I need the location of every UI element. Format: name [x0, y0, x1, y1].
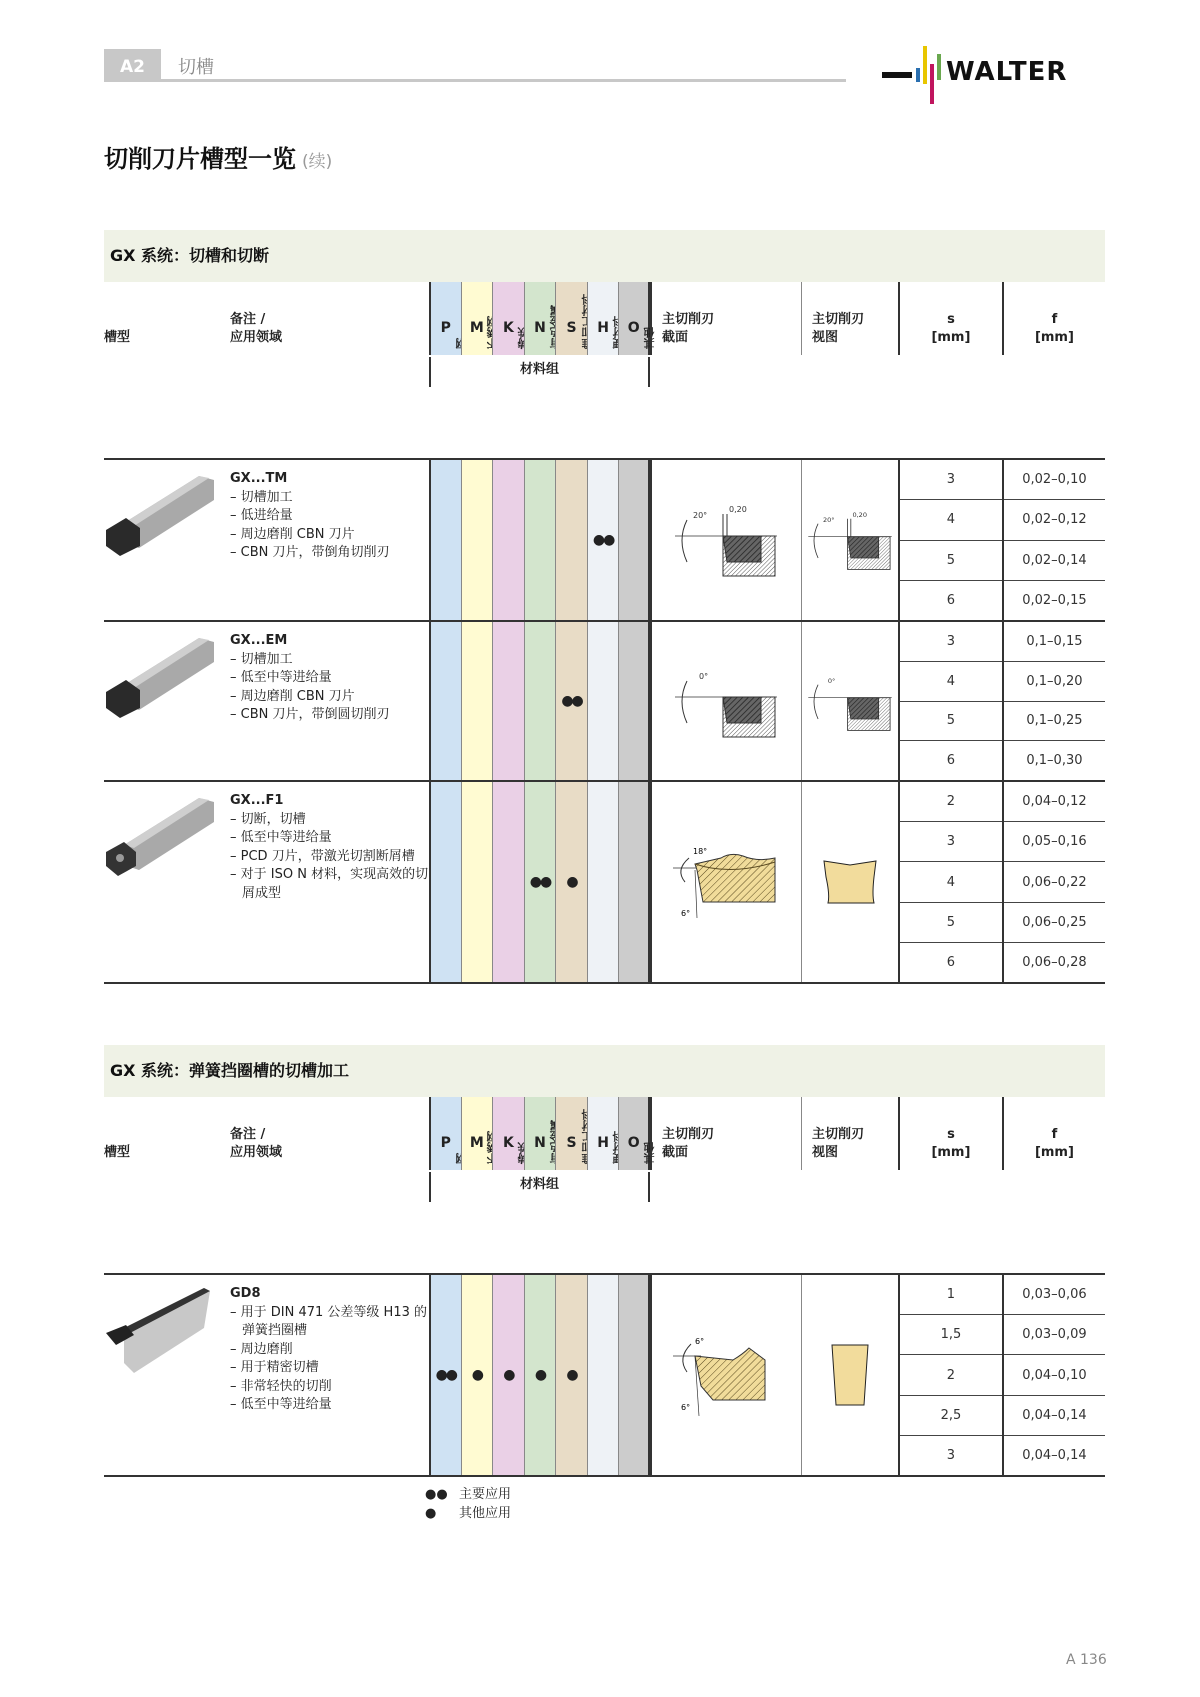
- remark-item: – CBN 刀片，带倒圆切削刃: [230, 707, 390, 722]
- feed-value: 0,04–0,10: [1004, 1355, 1105, 1395]
- header-f-line-2: [mm]: [1034, 1145, 1074, 1160]
- remark-text: 用于 DIN 471 公差等级 H13 的弹簧挡圈槽: [240, 1304, 428, 1338]
- remarks-line-1: 备注 /: [230, 312, 266, 327]
- material-cell-n: [524, 1275, 556, 1475]
- material-cell-k: [492, 622, 524, 780]
- remark-text: 周边磨削: [240, 1341, 293, 1357]
- legend-label: 主要应用: [459, 1487, 512, 1502]
- header-f: [1002, 1097, 1105, 1170]
- chapter-title: 切槽: [178, 57, 214, 78]
- remark-item: – 低进给量: [230, 508, 293, 523]
- header-geometry-label: 槽型: [104, 1145, 131, 1160]
- material-cell-o: [618, 782, 650, 982]
- material-cell-s: [555, 622, 587, 780]
- feed-value: 0,03–0,06: [1004, 1275, 1105, 1315]
- header-geometry-label: 槽型: [104, 330, 131, 345]
- material-column-s: [555, 282, 587, 355]
- page-title-suffix: (续): [302, 152, 333, 172]
- remark-text: 切槽加工: [240, 489, 293, 505]
- application-dots: ●: [566, 1367, 577, 1383]
- material-cell-o: [618, 1275, 650, 1475]
- svg-text:0°: 0°: [827, 677, 836, 685]
- material-column-k: [492, 282, 524, 355]
- width-value: 1,5: [900, 1315, 1002, 1355]
- svg-text:0,20: 0,20: [729, 505, 748, 514]
- material-cell-o: [618, 622, 650, 780]
- remarks-line-2: 应用领域: [230, 1145, 283, 1160]
- svg-text:6°: 6°: [681, 1403, 691, 1412]
- header-top-view-line-2: 视图: [811, 330, 838, 345]
- header-section-view-line-2: 截面: [661, 330, 688, 345]
- material-cell-k: [492, 1275, 524, 1475]
- width-value: 3: [900, 622, 1002, 662]
- header-section-view-label: [652, 311, 714, 347]
- material-cell-m: [461, 782, 493, 982]
- width-value: 2: [900, 1355, 1002, 1395]
- header-s-label: [900, 311, 1002, 347]
- remark-item: – 切槽加工: [230, 489, 293, 505]
- insert-image: [104, 622, 230, 780]
- remark-text: 对于 ISO N 材料，实现高效的切屑成型: [240, 867, 429, 901]
- width-value: 2: [900, 782, 1002, 822]
- material-letter: P: [440, 320, 451, 336]
- material-column-h: [587, 282, 619, 355]
- header-top-view: [801, 1097, 898, 1170]
- header-section-view-line-2: 截面: [661, 1145, 688, 1160]
- material-cell-p: [429, 622, 461, 780]
- remark-item: – 非常轻快的切削: [230, 1378, 332, 1394]
- width-value: 6: [946, 592, 956, 608]
- geometry-name: GX...EM: [230, 633, 288, 648]
- section-gx-grooving-parting: [104, 230, 1105, 984]
- width-value: 4: [900, 500, 1002, 540]
- cutting-edge-section-figure: [650, 622, 801, 780]
- material-column-m: [461, 282, 493, 355]
- material-label: 其他: [642, 1142, 656, 1164]
- legend-symbol: ●●: [425, 1487, 448, 1502]
- remarks-cell: [230, 622, 429, 780]
- header-section-view-line-1: 主切削刃: [661, 1127, 714, 1142]
- header-s-label: [900, 1126, 1002, 1162]
- insert-image: [104, 460, 230, 620]
- remark-item: – 周边磨削: [230, 1341, 293, 1357]
- material-column-p: [429, 282, 461, 355]
- material-letter: O: [627, 320, 640, 336]
- width-value: 6: [946, 753, 956, 769]
- remarks-line-2: 应用领域: [230, 330, 283, 345]
- material-cell-p: [429, 1275, 461, 1475]
- width-value: 3: [900, 822, 1002, 862]
- geometry-name: GX...F1: [230, 793, 284, 808]
- material-letter: H: [597, 320, 609, 336]
- table-row: [104, 1275, 1105, 1477]
- header-f-line-1: f: [1051, 312, 1058, 327]
- material-cell-s: [555, 460, 587, 620]
- feed-value: 0,1–0,30: [1026, 753, 1083, 769]
- remark-item: – 切槽加工: [230, 651, 293, 667]
- header-section-view: [650, 1097, 801, 1170]
- material-cell-p: [429, 782, 461, 982]
- remarks-cell: [230, 782, 429, 982]
- header-f-line-2: [mm]: [1034, 330, 1074, 345]
- header-remarks: [230, 1097, 429, 1170]
- remark-text: PCD 刀片，带激光切割断屑槽: [240, 848, 415, 864]
- material-group-label: 材料组: [429, 1172, 650, 1202]
- geometry-name: GD8: [230, 1286, 261, 1301]
- remark-text: 低至中等进给量: [240, 1397, 332, 1412]
- feed-value: 0,02–0,15: [1022, 592, 1087, 608]
- width-column: [898, 622, 1002, 780]
- feed-value: 0,1–0,20: [1004, 662, 1105, 702]
- legend-symbol: ●: [425, 1506, 437, 1521]
- header-s: [898, 1097, 1002, 1170]
- header-s-line-2: [mm]: [931, 330, 971, 345]
- remark-text: 切断，切槽: [240, 811, 306, 827]
- remark-text: CBN 刀片，带倒圆切削刃: [240, 707, 390, 722]
- material-column-n: [524, 1097, 556, 1170]
- table-header: [104, 1097, 1105, 1275]
- remark-item: – 低至中等进给量: [230, 670, 332, 685]
- application-dots: ●: [471, 1367, 482, 1383]
- width-column: [898, 460, 1002, 620]
- width-value: 3: [946, 1447, 956, 1463]
- feed-column: [1002, 460, 1105, 620]
- material-label: 其他: [642, 327, 656, 349]
- insert-image: [104, 782, 230, 982]
- header-s-line-1: s: [947, 312, 955, 327]
- table-row: [104, 622, 1105, 782]
- header-section-view: [650, 282, 801, 355]
- header-f-line-1: f: [1051, 1127, 1058, 1142]
- feed-value: 0,1–0,25: [1004, 702, 1105, 742]
- remark-item: – 切断，切槽: [230, 811, 306, 827]
- material-cell-m: [461, 622, 493, 780]
- material-cell-m: [461, 1275, 493, 1475]
- remark-text: CBN 刀片，带倒角切削刃: [240, 545, 390, 560]
- header-f: [1002, 282, 1105, 355]
- material-cell-m: [461, 460, 493, 620]
- section-title: GX 系统：切槽和切断: [104, 230, 1105, 282]
- table-header: [104, 282, 1105, 460]
- width-value: 2,5: [900, 1396, 1002, 1436]
- remark-text: 低至中等进给量: [240, 670, 332, 685]
- feed-value: 0,06–0,22: [1004, 862, 1105, 902]
- cutting-edge-top-view-figure: [801, 1275, 898, 1475]
- cutting-edge-top-view-figure: [801, 460, 898, 620]
- remark-text: 周边磨削 CBN 刀片: [240, 526, 355, 542]
- material-cell-s: [555, 1275, 587, 1475]
- application-dots: ●: [566, 874, 577, 890]
- section-title: GX 系统：弹簧挡圈槽的切槽加工: [104, 1045, 1105, 1097]
- material-letter: M: [469, 1135, 484, 1151]
- remark-item: – 周边磨削 CBN 刀片: [230, 688, 355, 704]
- material-column-o: [618, 1097, 656, 1170]
- remark-text: 切槽加工: [240, 651, 293, 667]
- width-value: 4: [900, 862, 1002, 902]
- remarks-cell: [230, 1275, 429, 1475]
- width-column: [898, 782, 1002, 982]
- legend-label: 其他应用: [459, 1506, 512, 1521]
- feed-value: 0,02–0,12: [1004, 500, 1105, 540]
- feed-value: 0,04–0,14: [1022, 1447, 1087, 1463]
- cutting-edge-top-view-figure: [801, 782, 898, 982]
- legend-item-main: [425, 1485, 511, 1504]
- material-column-s: [555, 1097, 587, 1170]
- material-letter: N: [534, 320, 546, 336]
- remark-text: 低进给量: [240, 508, 293, 523]
- section-code-tab: A2: [104, 49, 161, 82]
- header-remarks-label: [230, 1126, 282, 1162]
- material-letter: S: [566, 320, 577, 336]
- material-cell-k: [492, 782, 524, 982]
- header-s-line-1: s: [947, 1127, 955, 1142]
- material-column-o: [618, 282, 656, 355]
- walter-logo: [880, 44, 1108, 106]
- header-top-view-label: [802, 311, 864, 347]
- application-dots: ●: [503, 1367, 514, 1383]
- cutting-edge-section-figure: [650, 782, 801, 982]
- width-value: 6: [946, 954, 956, 970]
- feed-value: 0,1–0,15: [1004, 622, 1105, 662]
- material-cell-n: [524, 622, 556, 780]
- material-cell-h: [587, 622, 619, 780]
- material-letter: O: [627, 1135, 640, 1151]
- svg-text:6°: 6°: [681, 909, 691, 918]
- material-letter: K: [502, 320, 514, 336]
- feed-value: 0,02–0,14: [1004, 541, 1105, 581]
- material-cell-k: [492, 460, 524, 620]
- material-letter: P: [440, 1135, 451, 1151]
- remark-item: – 对于 ISO N 材料，实现高效的切屑成型: [230, 867, 429, 901]
- material-column-m: [461, 1097, 493, 1170]
- remark-item: – 用于 DIN 471 公差等级 H13 的弹簧挡圈槽: [230, 1304, 428, 1338]
- material-cell-n: [524, 460, 556, 620]
- header-top-view-label: [802, 1126, 864, 1162]
- svg-text:6°: 6°: [695, 1337, 705, 1346]
- svg-text:0,20: 0,20: [852, 511, 867, 520]
- cutting-edge-section-figure: [650, 460, 801, 620]
- width-column: [898, 1275, 1002, 1475]
- remark-item: – 周边磨削 CBN 刀片: [230, 526, 355, 542]
- width-value: 5: [900, 903, 1002, 943]
- application-dots: ●●: [435, 1367, 456, 1383]
- feed-value: 0,06–0,28: [1022, 954, 1087, 970]
- feed-column: [1002, 1275, 1105, 1475]
- geometry-name: GX...TM: [230, 471, 288, 486]
- width-value: 3: [900, 460, 1002, 500]
- material-cell-h: [587, 1275, 619, 1475]
- remarks-cell: [230, 460, 429, 620]
- feed-value: 0,06–0,25: [1004, 903, 1105, 943]
- remark-text: 低至中等进给量: [240, 830, 332, 845]
- section-gx-circlip-grooving: [104, 1045, 1105, 1477]
- feed-value: 0,02–0,10: [1004, 460, 1105, 500]
- feed-value: 0,03–0,09: [1004, 1315, 1105, 1355]
- cutting-edge-section-figure: [650, 1275, 801, 1475]
- material-cell-n: [524, 782, 556, 982]
- page-title: [104, 139, 332, 174]
- header-s: [898, 282, 1002, 355]
- header-top-view-line-1: 主切削刃: [811, 312, 864, 327]
- application-dots: ●: [534, 1367, 546, 1383]
- svg-text:0°: 0°: [699, 672, 709, 681]
- header-geometry: [104, 282, 230, 355]
- material-column-p: [429, 1097, 461, 1170]
- header-geometry: [104, 1097, 230, 1170]
- material-group-label: 材料组: [429, 357, 650, 387]
- svg-text:20°: 20°: [693, 511, 708, 520]
- material-cell-p: [429, 460, 461, 620]
- application-dots: ●●: [561, 693, 582, 709]
- remark-item: – 用于精密切槽: [230, 1360, 319, 1375]
- material-cell-s: [555, 782, 587, 982]
- legend-item-other: [425, 1504, 511, 1523]
- svg-text:20°: 20°: [822, 516, 835, 524]
- header-top-view: [801, 282, 898, 355]
- remark-item: – 低至中等进给量: [230, 1397, 332, 1412]
- application-dots: ●●: [529, 874, 551, 890]
- width-value: 4: [900, 662, 1002, 702]
- remark-item: – 低至中等进给量: [230, 830, 332, 845]
- header-remarks-label: [230, 311, 282, 347]
- application-dots: ●●: [592, 532, 614, 548]
- feed-value: 0,05–0,16: [1004, 822, 1105, 862]
- table-row: [104, 460, 1105, 622]
- header-top-view-line-2: 视图: [811, 1145, 838, 1160]
- page-title-text: 切削刀片槽型一览: [104, 145, 296, 173]
- header-rule: [104, 79, 846, 82]
- remark-text: 非常轻快的切削: [240, 1378, 332, 1394]
- material-cell-o: [618, 460, 650, 620]
- page-number: A 136: [1066, 1652, 1107, 1668]
- remark-text: 周边磨削 CBN 刀片: [240, 688, 355, 704]
- header-section-view-line-1: 主切削刃: [661, 312, 714, 327]
- material-cell-h: [587, 782, 619, 982]
- svg-text:18°: 18°: [693, 847, 708, 856]
- feed-value: 0,04–0,14: [1004, 1396, 1105, 1436]
- header-top-view-line-1: 主切削刃: [811, 1127, 864, 1142]
- header-s-line-2: [mm]: [931, 1145, 971, 1160]
- header-f-label: [1004, 311, 1105, 347]
- feed-column: [1002, 622, 1105, 780]
- material-column-n: [524, 282, 556, 355]
- remark-item: – CBN 刀片，带倒角切削刃: [230, 545, 390, 560]
- table-row: [104, 782, 1105, 984]
- material-letter: S: [566, 1135, 577, 1151]
- remarks-line-1: 备注 /: [230, 1127, 266, 1142]
- material-column-k: [492, 1097, 524, 1170]
- material-cell-h: [587, 460, 619, 620]
- width-value: 1: [900, 1275, 1002, 1315]
- cutting-edge-top-view-figure: [801, 622, 898, 780]
- width-value: 5: [900, 541, 1002, 581]
- material-column-h: [587, 1097, 619, 1170]
- header-remarks: [230, 282, 429, 355]
- insert-image: [104, 1275, 230, 1475]
- legend: [425, 1485, 511, 1523]
- material-letter: H: [597, 1135, 609, 1151]
- remark-text: 用于精密切槽: [240, 1360, 319, 1375]
- remark-item: – PCD 刀片，带激光切割断屑槽: [230, 848, 415, 864]
- logo-text: WALTER: [946, 57, 1068, 87]
- feed-value: 0,04–0,12: [1004, 782, 1105, 822]
- feed-column: [1002, 782, 1105, 982]
- width-value: 5: [900, 702, 1002, 742]
- material-letter: N: [534, 1135, 546, 1151]
- header-f-label: [1004, 1126, 1105, 1162]
- material-letter: K: [502, 1135, 514, 1151]
- header-section-view-label: [652, 1126, 714, 1162]
- material-letter: M: [469, 320, 484, 336]
